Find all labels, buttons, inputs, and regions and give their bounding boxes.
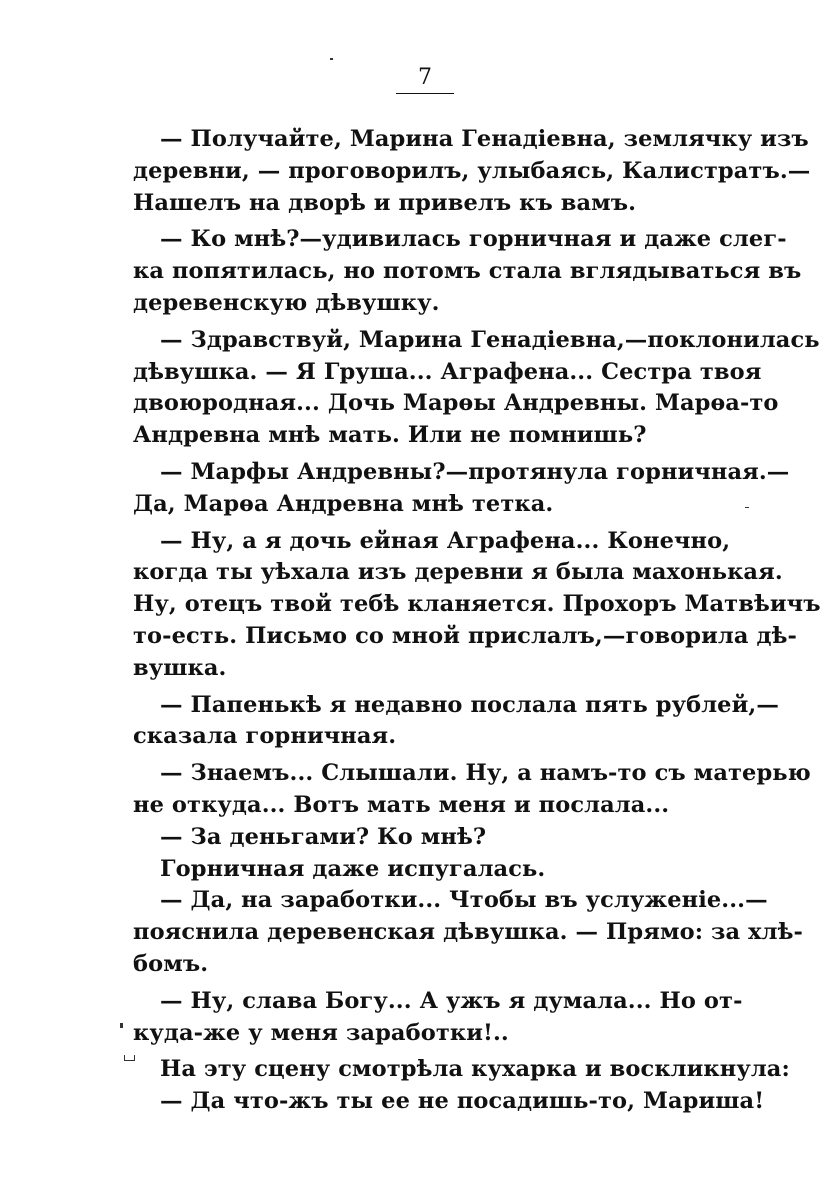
text-line: дѣвушка. — Я Груша... Аграфена... Сестра твоя [133, 358, 762, 385]
text-line: куда-же у меня заработки!.. [133, 1019, 509, 1046]
text-line: — Марфы Андревны?—протянула горничная.— [160, 458, 790, 485]
text-line: сказала горничная. [133, 723, 397, 750]
scan-speck [330, 58, 333, 60]
text-line: Андревна мнѣ мать. Или не помнишь? [133, 422, 647, 449]
text-line: когда ты уѣхала изъ деревни я была махонькая. [133, 559, 783, 586]
text-line: то-есть. Письмо со мной прислалъ,—говорила дѣ- [133, 622, 797, 649]
text-line: Да, Марѳа Андревна мнѣ тетка. [133, 490, 554, 517]
body-text [133, 124, 821, 1118]
page-number: 7 [418, 65, 432, 90]
text-line: — Да что-жъ ты ее не посадишь-то, Мариша! [160, 1088, 765, 1115]
scan-speck [124, 1055, 135, 1061]
text-line: — Папенькѣ я недавно послала пять рублей,— [160, 691, 779, 718]
text-line: — Получайте, Марина Генадіевна, землячку изъ [160, 126, 809, 152]
text-line: — Знаемъ... Слышали. Ну, а намъ-то съ матерью [160, 760, 811, 787]
text-line: пояснила деревенская дѣвушка. — Прямо: за хлѣ- [133, 919, 803, 946]
text-line: Горничная даже испугалась. [160, 855, 546, 882]
text-line: деревенскую дѣвушку. [133, 289, 440, 316]
text-line: бомъ. [133, 950, 209, 977]
text-line: деревни, — проговорилъ, улыбаясь, Калистратъ.— [133, 157, 811, 184]
text-line: Нашелъ на дворѣ и привелъ къ вамъ. [133, 189, 637, 216]
text-line: — Здравствуй, Марина Генадіевна,—поклонилась [160, 326, 820, 353]
page-number-rule [396, 93, 454, 94]
text-line: — За деньгами? Ко мнѣ? [160, 823, 487, 850]
text-line: На эту сцену смотрѣла кухарка и воскликнула: [160, 1056, 790, 1083]
scan-speck [120, 1023, 123, 1028]
text-line: — Ко мнѣ?—удивилась горничная и даже слег- [160, 226, 787, 253]
text-line: двоюродная... Дочь Марѳы Андревны. Марѳа-то [133, 390, 779, 417]
scan-speck [745, 507, 749, 508]
text-line: вушка. [133, 654, 227, 681]
text-line: ка попятилась, но потомъ стала вглядываться въ [133, 258, 802, 285]
text-line: Ну, отецъ твой тебѣ кланяется. Прохоръ Матвѣичъ [133, 591, 821, 618]
text-line: — Да, на заработки... Чтобы въ услуженіе...— [160, 887, 768, 914]
text-line: — Ну, слава Богу... А ужъ я думала... Но от- [160, 987, 743, 1014]
text-line: — Ну, а я дочь ейная Аграфена... Конечно, [160, 527, 731, 554]
text-line: не откуда... Вотъ мать меня и послала... [133, 791, 670, 818]
